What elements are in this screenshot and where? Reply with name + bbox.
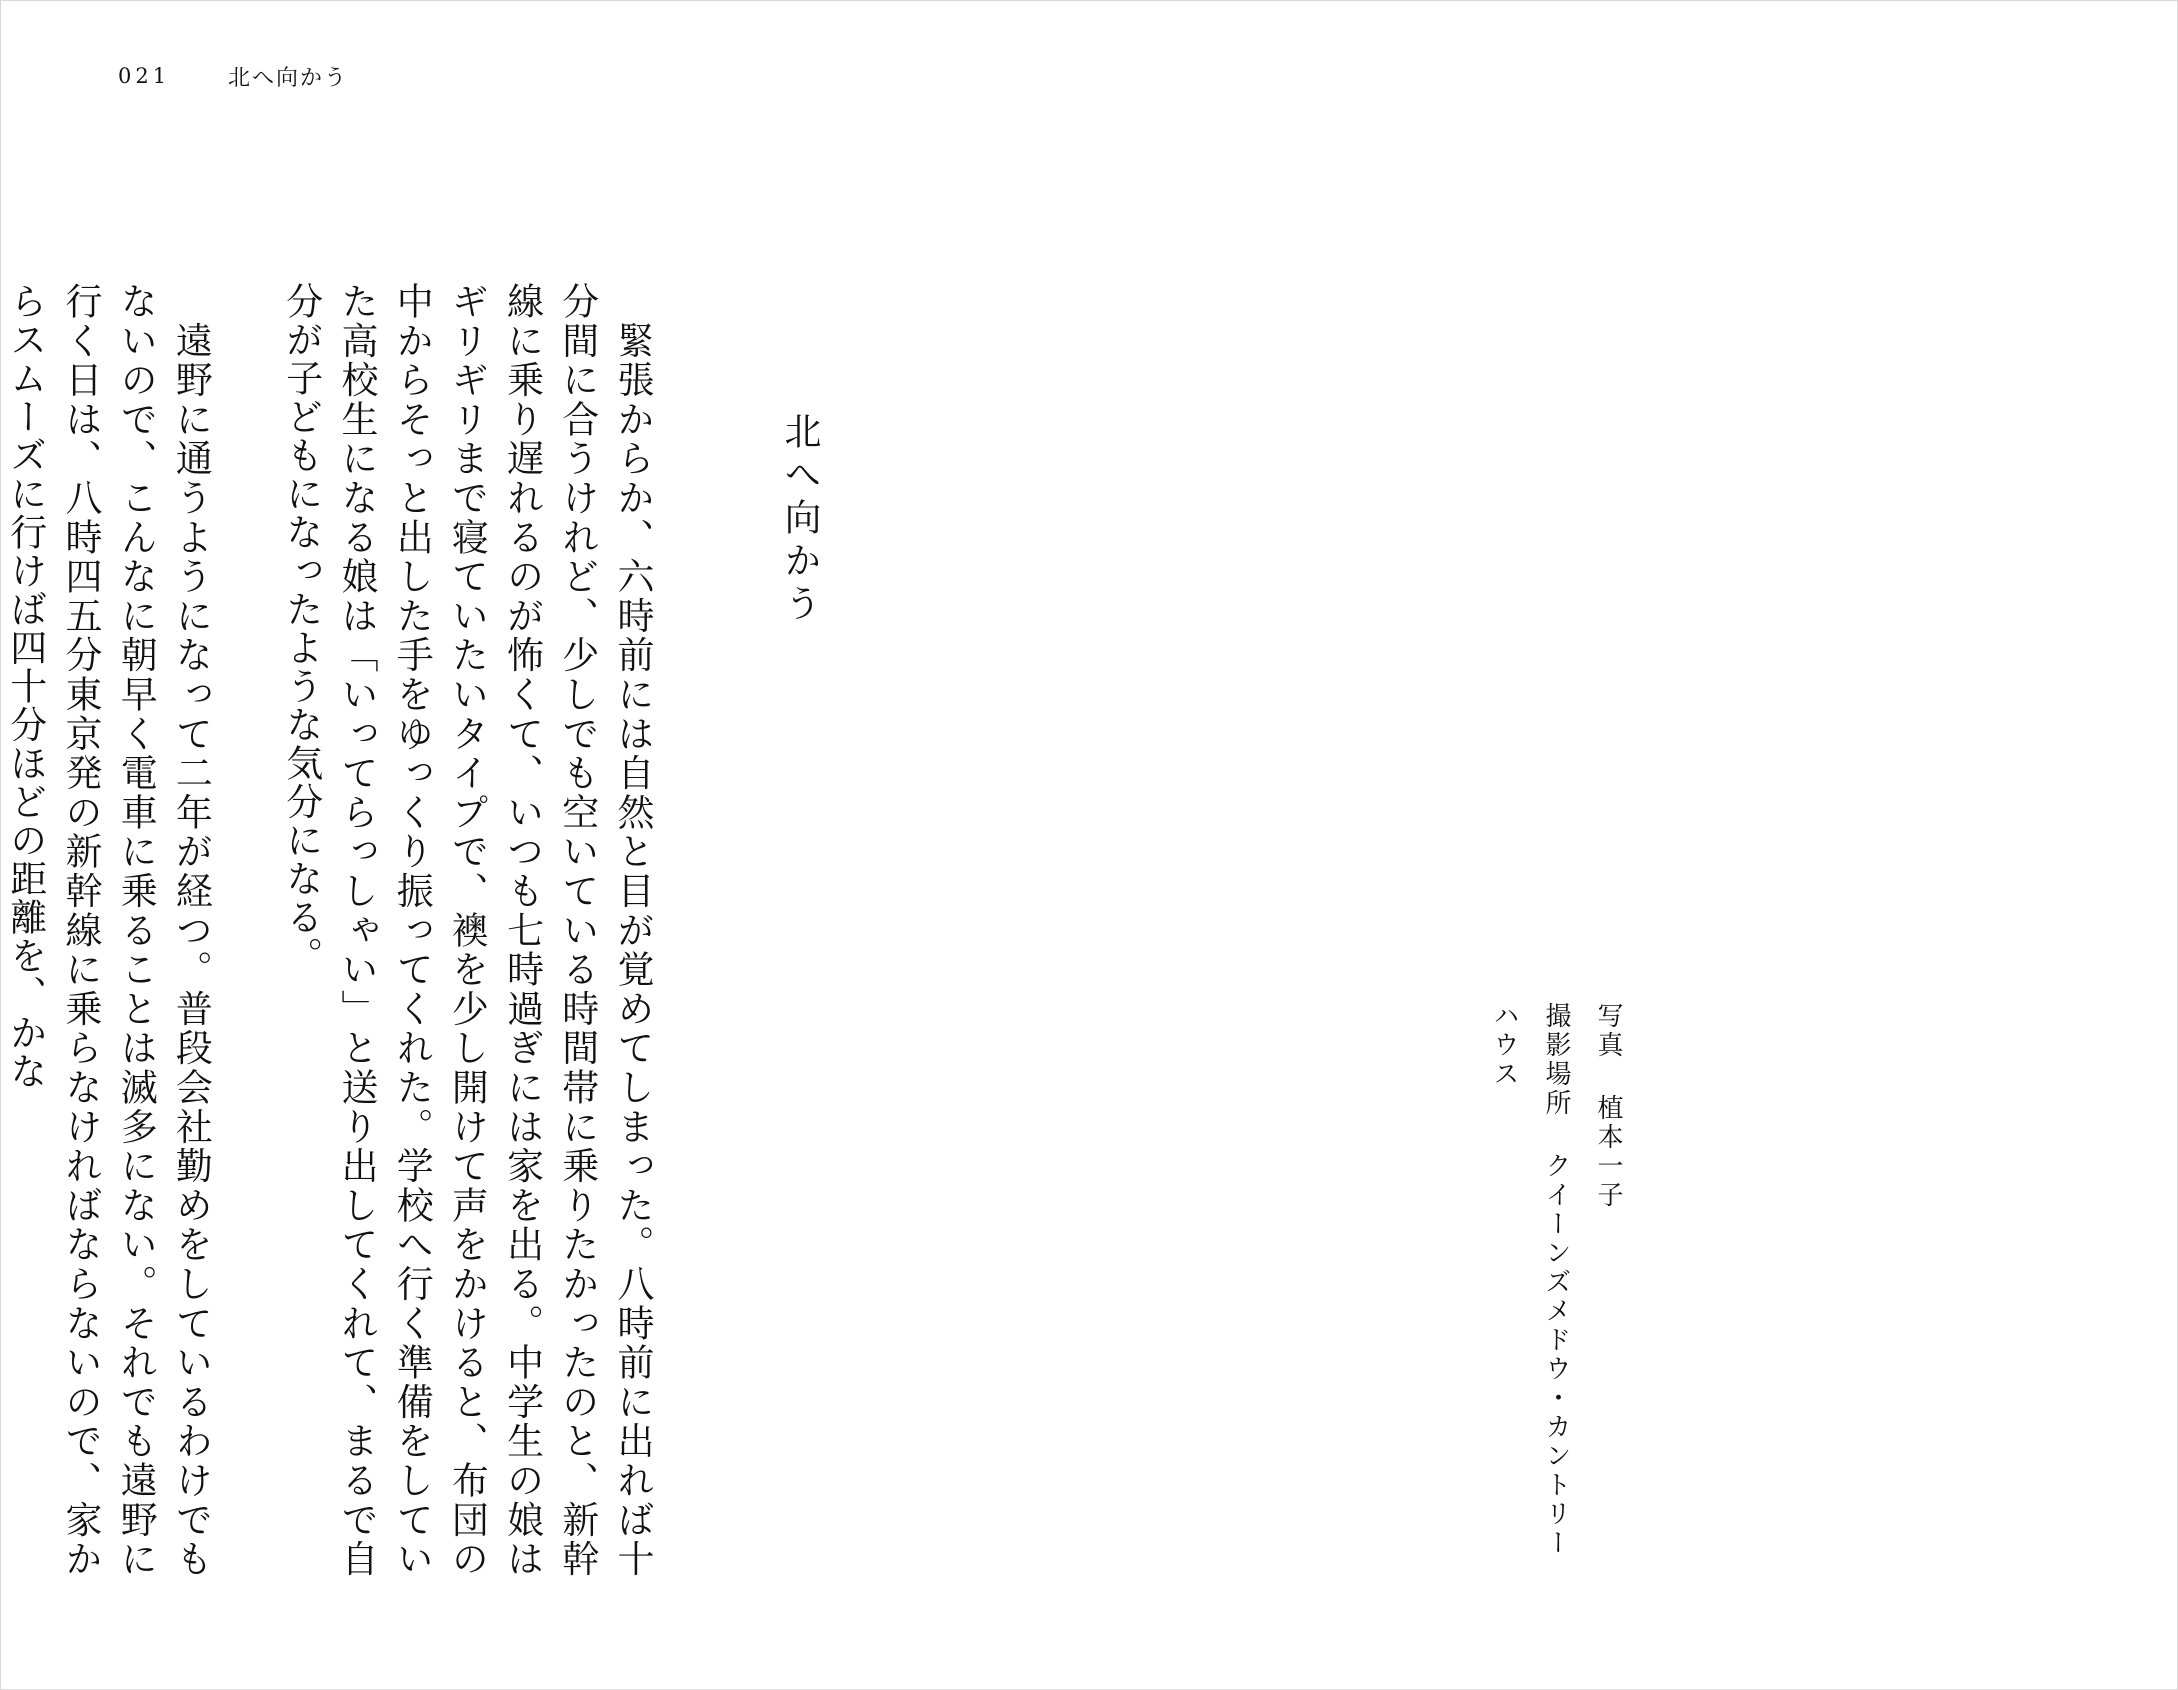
body-text bbox=[3, 282, 660, 1578]
paragraph-2: 遠野に通うようになって二年が経つ。普段会社勤めをしているわけでもないので、こんなに朝早く電車に乗ることは滅多にない。それでも遠野に行く日は、八時四五分東京発の新幹線に乗らなければならないので、家からスムーズに行けば四十分ほどの距離を、かな bbox=[3, 282, 213, 1578]
photographer-name: 植本一子 bbox=[1593, 1094, 1623, 1210]
page-number: 021 bbox=[118, 64, 171, 88]
paragraph-spacer bbox=[218, 282, 273, 337]
location-label: 撮影場所 bbox=[1541, 1002, 1571, 1118]
location-name: クイーンズメドウ・カントリーハウス bbox=[1489, 1002, 1571, 1558]
running-title: 北へ向かう bbox=[228, 65, 349, 91]
photo-credit-line bbox=[1582, 1002, 1634, 1582]
running-head bbox=[118, 58, 348, 94]
location-credit-line bbox=[1478, 1002, 1582, 1582]
chapter-title: 北へ向かう bbox=[778, 412, 821, 627]
photo-label: 写真 bbox=[1593, 1002, 1623, 1060]
paragraph-1: 緊張からか、六時前には自然と目が覚めてしまった。八時前に出れば十分間に合うけれど、少しでも空いている時間帯に乗りたかったのと、新幹線に乗り遅れるのが怖くて、いつも七時過ぎには家を出る。中学生の娘はギリギリまで寝ていたいタイプで、襖を少し開けて声をかけると、布団の中からそっと出した手をゆっくり振ってくれた。学校へ行く準備をしていた高校生になる娘は「いってらっしゃい」と送り出してくれて、まるで自分が子どもになったような気分になる。 bbox=[279, 282, 654, 1578]
photo-credits bbox=[1478, 1002, 1634, 1582]
